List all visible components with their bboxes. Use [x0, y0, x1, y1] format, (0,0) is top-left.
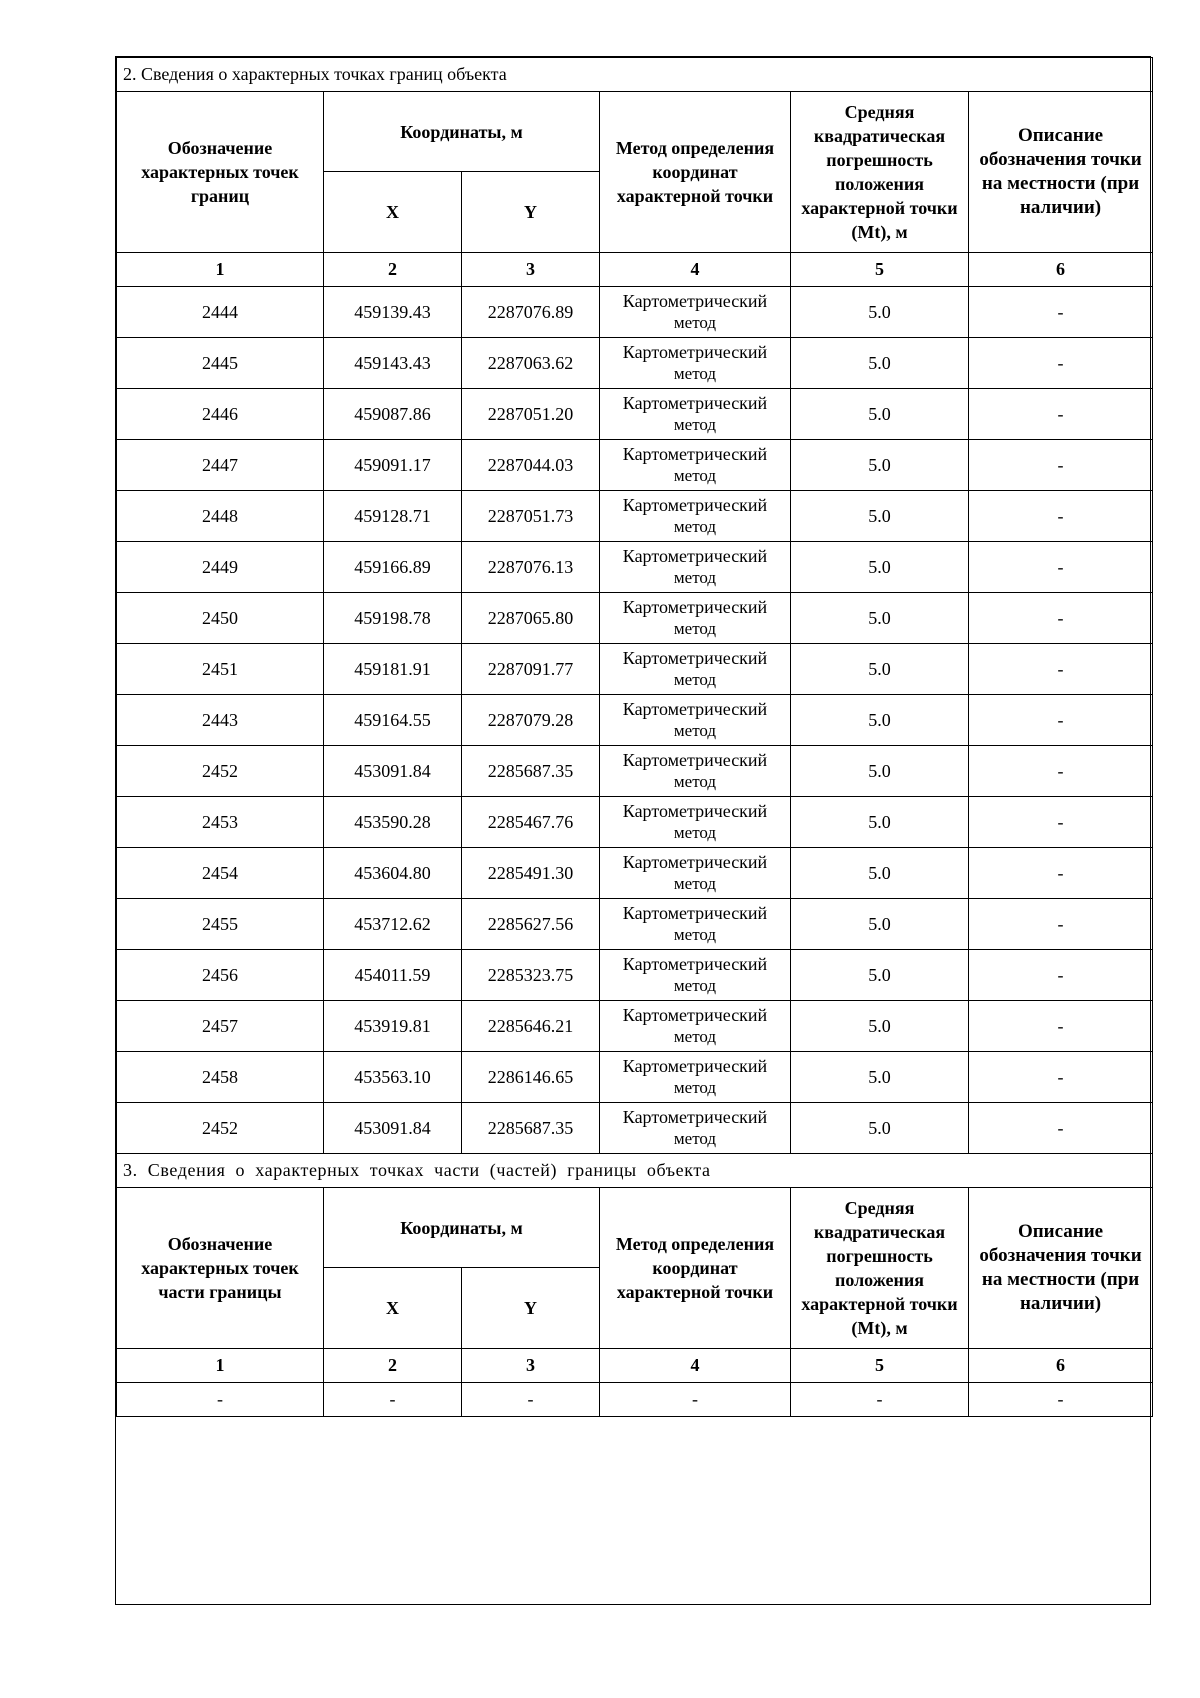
colnum: 5	[791, 253, 969, 287]
point-id-cell: 2443	[117, 695, 324, 746]
method-cell	[600, 389, 791, 440]
header-x: X	[324, 172, 462, 253]
header-method: Метод определения координат характерной точки	[600, 1188, 791, 1349]
y-coordinate-cell: 2287065.80	[462, 593, 600, 644]
point-id-cell: 2452	[117, 746, 324, 797]
description-cell: -	[969, 338, 1153, 389]
x-coordinate-cell: 453604.80	[324, 848, 462, 899]
method-line-2: метод	[673, 1078, 717, 1097]
method-line-1: Картометрический	[622, 546, 768, 566]
x-coordinate-cell: 453919.81	[324, 1001, 462, 1052]
header-point-designation: Обозначение характерных точек части границы	[117, 1188, 324, 1349]
method-line-2: метод	[673, 670, 717, 689]
method-cell	[600, 848, 791, 899]
method-cell: -	[600, 1383, 791, 1417]
x-coordinate-cell: 459198.78	[324, 593, 462, 644]
method-cell	[600, 644, 791, 695]
method-line-2: метод	[673, 364, 717, 383]
point-id-cell: 2451	[117, 644, 324, 695]
description-cell: -	[969, 491, 1153, 542]
error-cell: 5.0	[791, 644, 969, 695]
table-row	[117, 542, 1153, 593]
colnum: 2	[324, 1349, 462, 1383]
method-line-2: метод	[673, 619, 717, 638]
method-line-1: Картометрический	[622, 342, 768, 362]
table-row	[117, 797, 1153, 848]
y-coordinate-cell: 2287079.28	[462, 695, 600, 746]
header-y: Y	[462, 1268, 600, 1349]
method-line-2: метод	[673, 1027, 717, 1046]
method-line-2: метод	[673, 1129, 717, 1148]
method-line-2: метод	[673, 976, 717, 995]
x-coordinate-cell: 453091.84	[324, 746, 462, 797]
colnum: 5	[791, 1349, 969, 1383]
description-cell: -	[969, 899, 1153, 950]
method-cell	[600, 338, 791, 389]
table-row	[117, 389, 1153, 440]
x-coordinate-cell: 459143.43	[324, 338, 462, 389]
description-cell: -	[969, 542, 1153, 593]
description-cell: -	[969, 440, 1153, 491]
y-coordinate-cell: 2287091.77	[462, 644, 600, 695]
method-cell	[600, 491, 791, 542]
error-cell: 5.0	[791, 542, 969, 593]
error-cell: 5.0	[791, 440, 969, 491]
table-row	[117, 695, 1153, 746]
header-x: X	[324, 1268, 462, 1349]
x-coordinate-cell: 453563.10	[324, 1052, 462, 1103]
method-cell	[600, 746, 791, 797]
table-row	[117, 440, 1153, 491]
x-coordinate-cell: 453091.84	[324, 1103, 462, 1154]
point-id-cell: 2456	[117, 950, 324, 1001]
point-id-cell: 2449	[117, 542, 324, 593]
table-row	[117, 1103, 1153, 1154]
y-coordinate-cell: 2287076.13	[462, 542, 600, 593]
error-cell: 5.0	[791, 338, 969, 389]
description-cell: -	[969, 1001, 1153, 1052]
header-error: Средняя квадратическая погрешность положения характерной точки (Mt), м	[791, 92, 969, 253]
description-cell: -	[969, 1383, 1153, 1417]
header-point-designation: Обозначение характерных точек границ	[117, 92, 324, 253]
method-line-1: Картометрический	[622, 495, 768, 515]
header-y: Y	[462, 172, 600, 253]
table-row	[117, 1383, 1153, 1417]
colnum: 3	[462, 1349, 600, 1383]
point-id-cell: 2453	[117, 797, 324, 848]
error-cell: 5.0	[791, 848, 969, 899]
table-row	[117, 338, 1153, 389]
x-coordinate-cell: 459164.55	[324, 695, 462, 746]
error-cell: 5.0	[791, 746, 969, 797]
error-cell: -	[791, 1383, 969, 1417]
y-coordinate-cell: -	[462, 1383, 600, 1417]
method-cell	[600, 542, 791, 593]
description-cell: -	[969, 1103, 1153, 1154]
colnum: 1	[117, 1349, 324, 1383]
method-line-1: Картометрический	[622, 444, 768, 464]
table-row	[117, 1052, 1153, 1103]
method-cell	[600, 797, 791, 848]
description-cell: -	[969, 644, 1153, 695]
section3-colnum-row	[117, 1349, 1153, 1383]
y-coordinate-cell: 2285467.76	[462, 797, 600, 848]
header-description: Описание обозначения точки на местности (при наличии)	[969, 92, 1153, 253]
x-coordinate-cell: 459139.43	[324, 287, 462, 338]
description-cell: -	[969, 695, 1153, 746]
colnum: 4	[600, 253, 791, 287]
method-line-1: Картометрический	[622, 1107, 768, 1127]
y-coordinate-cell: 2287076.89	[462, 287, 600, 338]
method-cell	[600, 695, 791, 746]
method-line-1: Картометрический	[622, 699, 768, 719]
y-coordinate-cell: 2287051.73	[462, 491, 600, 542]
point-id-cell: -	[117, 1383, 324, 1417]
error-cell: 5.0	[791, 797, 969, 848]
header-method: Метод определения координат характерной точки	[600, 92, 791, 253]
table-row	[117, 644, 1153, 695]
method-line-1: Картометрический	[622, 393, 768, 413]
table-row	[117, 746, 1153, 797]
method-line-2: метод	[673, 925, 717, 944]
y-coordinate-cell: 2287051.20	[462, 389, 600, 440]
error-cell: 5.0	[791, 1001, 969, 1052]
point-id-cell: 2450	[117, 593, 324, 644]
point-id-cell: 2446	[117, 389, 324, 440]
method-line-2: метод	[673, 721, 717, 740]
x-coordinate-cell: 459087.86	[324, 389, 462, 440]
method-line-1: Картометрический	[622, 954, 768, 974]
error-cell: 5.0	[791, 1052, 969, 1103]
header-description: Описание обозначения точки на местности (при наличии)	[969, 1188, 1153, 1349]
method-cell	[600, 593, 791, 644]
y-coordinate-cell: 2285323.75	[462, 950, 600, 1001]
description-cell: -	[969, 287, 1153, 338]
x-coordinate-cell: 459128.71	[324, 491, 462, 542]
method-line-2: метод	[673, 415, 717, 434]
boundary-points-table	[116, 57, 1153, 1417]
method-line-1: Картометрический	[622, 597, 768, 617]
method-line-2: метод	[673, 313, 717, 332]
method-line-2: метод	[673, 517, 717, 536]
error-cell: 5.0	[791, 389, 969, 440]
method-cell	[600, 899, 791, 950]
description-cell: -	[969, 1052, 1153, 1103]
method-line-1: Картометрический	[622, 801, 768, 821]
error-cell: 5.0	[791, 491, 969, 542]
description-cell: -	[969, 746, 1153, 797]
method-cell	[600, 1001, 791, 1052]
header-coordinates: Координаты, м	[324, 92, 600, 172]
method-cell	[600, 440, 791, 491]
method-line-1: Картометрический	[622, 903, 768, 923]
point-id-cell: 2444	[117, 287, 324, 338]
y-coordinate-cell: 2285687.35	[462, 746, 600, 797]
colnum: 1	[117, 253, 324, 287]
section2-title: 2. Сведения о характерных точках границ объекта	[117, 58, 1153, 92]
table-row	[117, 848, 1153, 899]
table-row	[117, 1001, 1153, 1052]
document-frame	[115, 56, 1151, 1605]
x-coordinate-cell: 454011.59	[324, 950, 462, 1001]
point-id-cell: 2445	[117, 338, 324, 389]
method-cell	[600, 1103, 791, 1154]
method-line-1: Картометрический	[622, 648, 768, 668]
method-line-1: Картометрический	[622, 750, 768, 770]
error-cell: 5.0	[791, 899, 969, 950]
x-coordinate-cell: 459166.89	[324, 542, 462, 593]
header-coordinates: Координаты, м	[324, 1188, 600, 1268]
point-id-cell: 2457	[117, 1001, 324, 1052]
y-coordinate-cell: 2287044.03	[462, 440, 600, 491]
x-coordinate-cell: 453590.28	[324, 797, 462, 848]
section3-header-row	[117, 1188, 1153, 1268]
method-cell	[600, 1052, 791, 1103]
method-line-1: Картометрический	[622, 291, 768, 311]
error-cell: 5.0	[791, 593, 969, 644]
method-line-2: метод	[673, 874, 717, 893]
description-cell: -	[969, 950, 1153, 1001]
point-id-cell: 2458	[117, 1052, 324, 1103]
error-cell: 5.0	[791, 950, 969, 1001]
y-coordinate-cell: 2285491.30	[462, 848, 600, 899]
table-row	[117, 899, 1153, 950]
point-id-cell: 2447	[117, 440, 324, 491]
y-coordinate-cell: 2285646.21	[462, 1001, 600, 1052]
point-id-cell: 2455	[117, 899, 324, 950]
x-coordinate-cell: 459091.17	[324, 440, 462, 491]
section2-title-row	[117, 58, 1153, 92]
table-row	[117, 950, 1153, 1001]
description-cell: -	[969, 389, 1153, 440]
section3-title-row	[117, 1154, 1153, 1188]
method-line-2: метод	[673, 568, 717, 587]
method-line-2: метод	[673, 823, 717, 842]
description-cell: -	[969, 848, 1153, 899]
table-row	[117, 491, 1153, 542]
y-coordinate-cell: 2285687.35	[462, 1103, 600, 1154]
x-coordinate-cell: 459181.91	[324, 644, 462, 695]
point-id-cell: 2452	[117, 1103, 324, 1154]
method-line-1: Картометрический	[622, 1056, 768, 1076]
error-cell: 5.0	[791, 287, 969, 338]
description-cell: -	[969, 593, 1153, 644]
table-row	[117, 593, 1153, 644]
colnum: 4	[600, 1349, 791, 1383]
error-cell: 5.0	[791, 695, 969, 746]
table-row	[117, 287, 1153, 338]
y-coordinate-cell: 2285627.56	[462, 899, 600, 950]
method-cell	[600, 287, 791, 338]
section2-header-row	[117, 92, 1153, 172]
section2-colnum-row	[117, 253, 1153, 287]
method-cell	[600, 950, 791, 1001]
colnum: 6	[969, 253, 1153, 287]
x-coordinate-cell: -	[324, 1383, 462, 1417]
x-coordinate-cell: 453712.62	[324, 899, 462, 950]
error-cell: 5.0	[791, 1103, 969, 1154]
y-coordinate-cell: 2287063.62	[462, 338, 600, 389]
method-line-2: метод	[673, 466, 717, 485]
method-line-2: метод	[673, 772, 717, 791]
colnum: 3	[462, 253, 600, 287]
point-id-cell: 2454	[117, 848, 324, 899]
section3-title: 3. Сведения о характерных точках части (частей) границы объекта	[117, 1154, 1153, 1188]
method-line-1: Картометрический	[622, 1005, 768, 1025]
description-cell: -	[969, 797, 1153, 848]
header-error: Средняя квадратическая погрешность положения характерной точки (Mt), м	[791, 1188, 969, 1349]
colnum: 6	[969, 1349, 1153, 1383]
colnum: 2	[324, 253, 462, 287]
method-line-1: Картометрический	[622, 852, 768, 872]
point-id-cell: 2448	[117, 491, 324, 542]
y-coordinate-cell: 2286146.65	[462, 1052, 600, 1103]
